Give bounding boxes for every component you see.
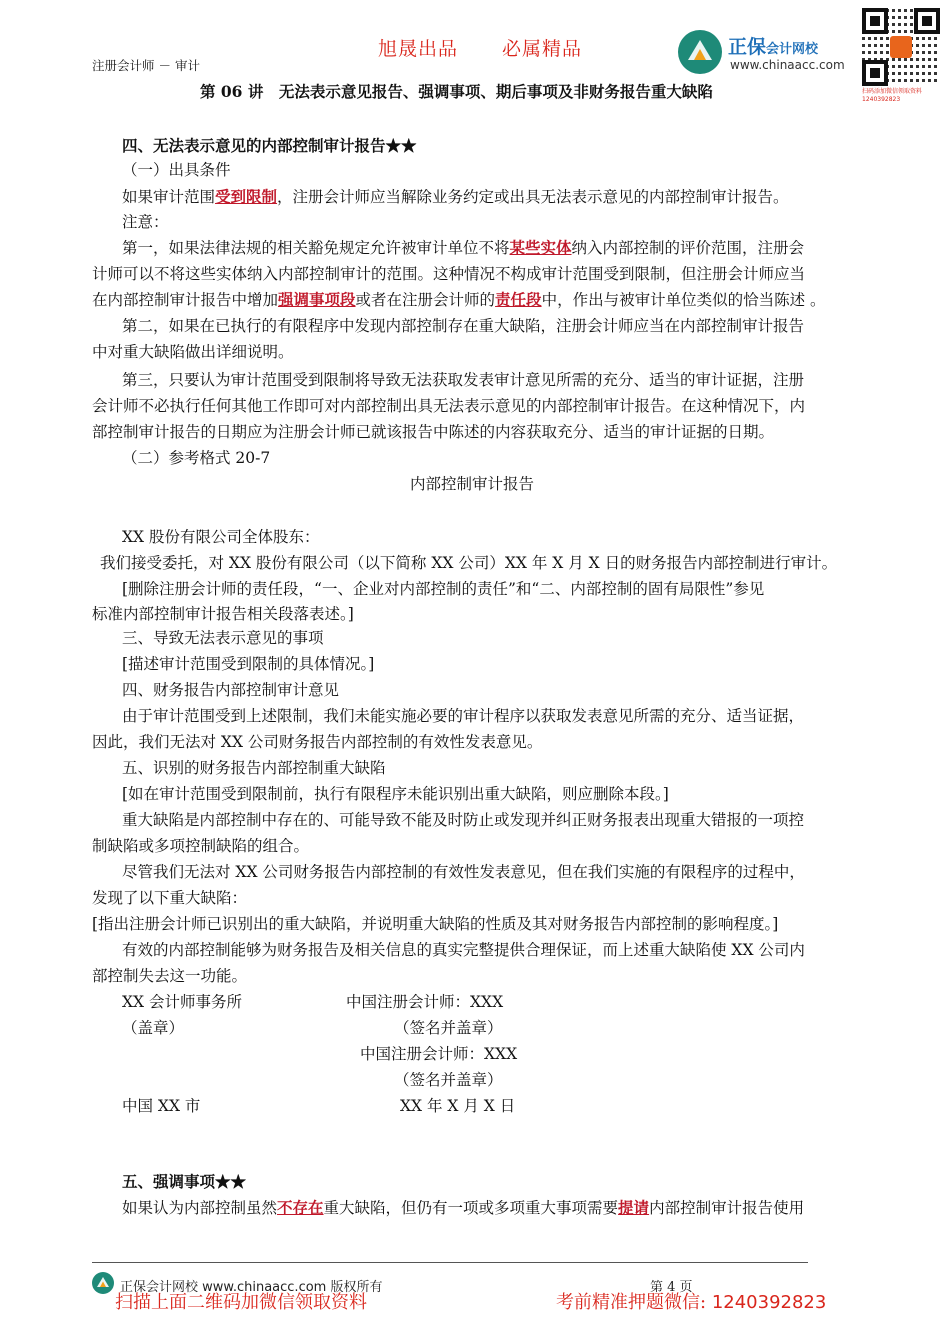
header-slogan [378,34,626,61]
promo-label: 考前精准押题微信: [556,1292,707,1313]
text: 如果审计范围 [122,188,216,206]
report-line: 发现了以下重大缺陷： [92,889,248,907]
paragraph-line: 中对重大缺陷做出详细说明。 [92,343,294,361]
paragraph-line [122,187,789,207]
signature-date: XX 年 X 月 X 日 [400,1097,516,1115]
qr-eye-icon [862,8,888,34]
report-line: 我们接受委托，对 XX 股份有限公司（以下简称 XX 公司）XX 年 X 月 X 日的财务报告内部控制进行审计。 [100,554,838,572]
signature-sign: （签名并盖章） [394,1019,503,1037]
report-line: [指出注册会计师已识别出的重大缺陷，并说明重大缺陷的性质及其对财务报告内部控制的影响程度。] [92,915,779,933]
logo-emblem-icon [678,30,722,74]
highlight-term: 某些实体 [509,238,572,257]
paragraph-line: 第三，只要认为审计范围受到限制将导致无法获取发表审计意见所需的充分、适当的审计证据，注册 [122,371,805,389]
report-line: 尽管我们无法对 XX 公司财务报告内部控制的有效性发表意见，但在我们实施的有限程序的过程中， [122,863,805,881]
signature-firm: XX 会计师事务所 [122,993,242,1011]
signature-cpa: 中国注册会计师：XXX [360,1045,518,1063]
qr-eye-icon [862,60,888,86]
report-heading: 五、识别的财务报告内部控制重大缺陷 [122,759,386,777]
paragraph-line [122,238,804,258]
slogan-left: 旭晟出品 [378,38,459,60]
section-4-title [122,136,417,156]
slogan-right: 必属精品 [502,38,583,60]
text: 内部控制审计报告使用 [649,1199,805,1217]
highlight-term: 责任段 [495,290,542,309]
qr-caption: 扫码添加微信领取资料 1240392823 [862,88,923,103]
report-line: 由于审计范围受到上述限制，我们未能实施必要的审计程序以获取发表意见所需的充分、适当证据， [122,707,805,725]
star-rating: ★★ [215,1172,247,1191]
text: 中，作出与被审计单位类似的恰当陈述 。 [541,291,826,309]
report-line: 标准内部控制审计报告相关段落表述。] [92,605,354,623]
chinaacc-logo[interactable] [678,28,858,80]
section-4-title-text: 四、无法表示意见的内部控制审计报告 [122,136,386,155]
text: ，注册会计师应当解除业务约定或出具无法表示意见的内部控制审计报告。 [277,188,789,206]
qr-center-badge-icon [890,36,912,58]
text: 在内部控制审计报告中增加 [92,291,279,309]
footer-divider [92,1262,808,1263]
report-line: [描述审计范围受到限制的具体情况。] [122,655,375,673]
report-addressee: XX 股份有限公司全体股东： [122,528,320,546]
paragraph-line: 第二，如果在已执行的有限程序中发现内部控制存在重大缺陷，注册会计师应当在内部控制审计报告 [122,317,805,335]
report-line: [如在审计范围受到限制前，执行有限程序未能识别出重大缺陷，则应删除本段。] [122,785,669,803]
signature-city: 中国 XX 市 [122,1097,201,1115]
report-line: 重大缺陷是内部控制中存在的、可能导致不能及时防止或发现并纠正财务报表出现重大错报的一项控 [122,811,805,829]
subheading: （二）参考格式 20-7 [122,449,271,467]
course-name: 注册会计师 － 审计 [92,58,200,73]
paragraph-line [122,1198,804,1218]
lecture-title: 第 06 讲 无法表示意见报告、强调事项、期后事项及非财务报告重大缺陷 [200,82,713,101]
highlight-term: 受到限制 [215,187,278,206]
star-rating: ★★ [385,136,417,155]
report-line: [删除注册会计师的责任段，“一、企业对内部控制的责任”和“二、内部控制的固有局限性”参见 [122,580,765,598]
report-heading: 三、导致无法表示意见的事项 [122,629,324,647]
text: 纳入内部控制的评价范围，注册会 [571,239,805,257]
report-line: 制缺陷或多项控制缺陷的组合。 [92,837,310,855]
signature-cpa: 中国注册会计师：XXX [346,993,504,1011]
text: 如果认为内部控制虽然 [122,1199,278,1217]
section-5-title-text: 五、强调事项 [122,1172,216,1191]
signature-sign: （签名并盖章） [394,1071,503,1089]
highlight-term: 提请 [618,1198,650,1217]
paragraph-line [92,290,826,310]
highlight-term: 强调事项段 [278,290,356,309]
footer-promo-left: 扫描上面二维码加微信领取资料 [115,1292,367,1313]
text: 重大缺陷，但仍有一项或多项重大事项需要 [323,1199,619,1217]
subheading: （一）出具条件 [122,161,231,179]
report-heading: 四、财务报告内部控制审计意见 [122,681,340,699]
footer-logo-icon [92,1272,114,1294]
report-line: 因此，我们无法对 XX 公司财务报告内部控制的有效性发表意见。 [92,733,543,751]
text: 或者在注册会计师的 [355,291,496,309]
report-line: 有效的内部控制能够为财务报告及相关信息的真实完整提供合理保证，而上述重大缺陷使 XX 公司内 [122,941,805,959]
paragraph-line: 计师可以不将这些实体纳入内部控制审计的范围。这种情况不构成审计范围受到限制，但注册会计师应当 [92,265,806,283]
logo-name: 正保 [728,36,767,58]
logo-name-suffix: 会计网校 [766,42,819,57]
qr-eye-icon [914,8,940,34]
report-title: 内部控制审计报告 [410,475,535,493]
signature-seal: （盖章） [122,1019,185,1037]
footer-promo-right [556,1288,826,1314]
highlight-term: 不存在 [277,1198,324,1217]
footer-copyright: 正保会计网校 www.chinaacc.com 版权所有 [120,1280,383,1295]
note-label: 注意： [122,213,169,231]
report-line: 部控制失去这一功能。 [92,967,248,985]
page-number: 第 4 页 [650,1280,693,1295]
paragraph-line: 部控制审计报告的日期应为注册会计师已就该报告中陈述的内容获取充分、适当的审计证据的日期。 [92,423,775,441]
logo-url: www.chinaacc.com [730,58,845,72]
paragraph-line: 会计师不必执行任何其他工作即可对内部控制出具无法表示意见的内部控制审计报告。在这种情况下，内 [92,397,806,415]
promo-wechat-id: 1240392823 [711,1292,827,1313]
text: 第一，如果法律法规的相关豁免规定允许被审计单位不将 [122,239,510,257]
section-5-title [122,1172,246,1192]
